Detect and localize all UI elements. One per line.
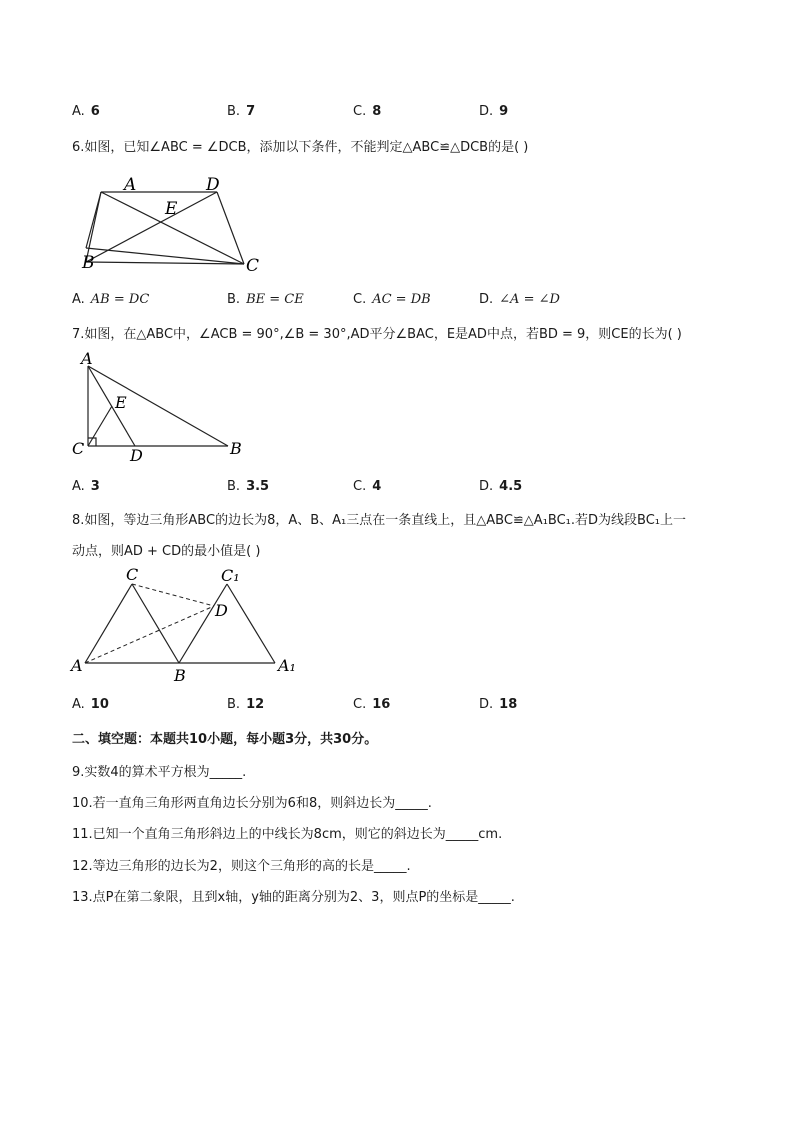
fill-question-12: 12.等边三角形的边长为2，则这个三角形的高的长是_____. <box>72 859 411 874</box>
q7-label-d: D <box>130 446 143 465</box>
q7-label-a: A <box>81 350 93 368</box>
fill-question-10: 10.若一直角三角形两直角边长分别为6和8，则斜边长为_____. <box>72 796 432 811</box>
q6-label-c: C <box>246 256 260 276</box>
segment-bc <box>86 248 244 264</box>
q8-label-b: B <box>174 666 186 685</box>
q8-stem-line1: 8.如图，等边三角形ABC的边长为8，A、B、A₁三点在一条直线上，且△ABC≌△A₁BC₁.若D为线段BC₁上一 <box>72 513 687 528</box>
q7-option-a <box>72 479 100 494</box>
fill-question-9: 9.实数4的算术平方根为_____. <box>72 765 247 780</box>
option-value: AC = DB <box>372 292 431 307</box>
q7-stem: 7.如图，在△ABC中，∠ACB = 90°,∠B = 30°,AD平分∠BAC，E是AD中点，若BD = 9，则CE的长为( ) <box>72 327 682 342</box>
option-value: 12 <box>246 697 265 712</box>
option-value: 18 <box>499 697 518 712</box>
q6-figure <box>72 168 272 278</box>
option-label: D. <box>479 292 494 307</box>
segment-bc1 <box>179 584 227 663</box>
option-value: AB = DC <box>90 292 150 307</box>
option-value: 16 <box>372 697 391 712</box>
option-value: 4 <box>372 479 382 494</box>
q7-option-d <box>479 479 522 494</box>
option-value: 7 <box>246 104 256 119</box>
segment-c1a1 <box>227 584 275 663</box>
option-label: D. <box>479 104 494 119</box>
option-label: C. <box>353 697 367 712</box>
option-label: B. <box>227 104 241 119</box>
option-label: C. <box>353 292 367 307</box>
q7-label-c: C <box>72 439 85 458</box>
q6-option-d <box>479 292 560 307</box>
option-label: C. <box>353 479 367 494</box>
q6-stem: 6.如图，已知∠ABC = ∠DCB，添加以下条件，不能判定△ABC≌△DCB的是( ) <box>72 140 529 155</box>
q6-label-e: E <box>165 199 178 219</box>
q8-option-d <box>479 697 517 712</box>
q8-figure <box>68 565 308 687</box>
q8-stem-line2: 动点，则AD + CD的最小值是( ) <box>72 544 261 559</box>
option-label: A. <box>72 292 85 307</box>
option-label: D. <box>479 479 494 494</box>
q7-option-c <box>353 479 381 494</box>
option-label: D. <box>479 697 494 712</box>
option-label: A. <box>72 104 85 119</box>
option-label: C. <box>353 104 367 119</box>
option-value: 3.5 <box>246 479 270 494</box>
option-value: ∠A = ∠D <box>499 292 560 307</box>
option-value: 10 <box>90 697 109 712</box>
q7-label-e: E <box>115 393 127 412</box>
option-value: 8 <box>372 104 382 119</box>
q8-label-c1: C₁ <box>221 566 240 585</box>
option-label: A. <box>72 697 85 712</box>
fill-question-11: 11.已知一个直角三角形斜边上的中线长为8cm，则它的斜边长为_____cm. <box>72 827 503 842</box>
q6-option-c <box>353 292 431 307</box>
segment-cb <box>132 584 179 663</box>
q5-option-b <box>227 104 255 119</box>
q8-option-b <box>227 697 264 712</box>
q7-option-b <box>227 479 269 494</box>
segment-ab <box>88 366 228 446</box>
q6-option-a <box>72 292 149 307</box>
q8-option-a <box>72 697 109 712</box>
option-label: B. <box>227 697 241 712</box>
q7-label-b: B <box>230 439 242 458</box>
segment-ce <box>88 406 112 446</box>
segment-ac <box>85 584 132 663</box>
option-value: BE = CE <box>246 292 304 307</box>
q6-label-a: A <box>124 175 137 195</box>
q8-label-a1: A₁ <box>278 656 296 675</box>
q5-option-d <box>479 104 508 119</box>
q5-option-a <box>72 104 100 119</box>
segment-dc <box>217 192 244 264</box>
q8-label-c: C <box>126 565 139 584</box>
option-value: 9 <box>499 104 509 119</box>
option-value: 6 <box>90 104 100 119</box>
option-label: B. <box>227 292 241 307</box>
q7-figure <box>68 350 258 465</box>
option-value: 3 <box>90 479 100 494</box>
q8-label-d: D <box>215 601 228 620</box>
section-title: 二、填空题：本题共10小题，每小题3分，共30分。 <box>72 732 378 747</box>
fill-question-13: 13.点P在第二象限，且到x轴，y轴的距离分别为2、3，则点P的坐标是_____. <box>72 890 515 905</box>
q8-option-c <box>353 697 390 712</box>
q6-label-d: D <box>206 175 220 195</box>
q6-label-b: B <box>82 253 95 273</box>
option-label: A. <box>72 479 85 494</box>
q5-option-c <box>353 104 381 119</box>
q6-option-b <box>227 292 304 307</box>
option-label: B. <box>227 479 241 494</box>
q8-label-a: A <box>71 656 83 675</box>
segment-cd <box>132 584 214 606</box>
option-value: 4.5 <box>499 479 523 494</box>
segment-db <box>86 192 217 262</box>
